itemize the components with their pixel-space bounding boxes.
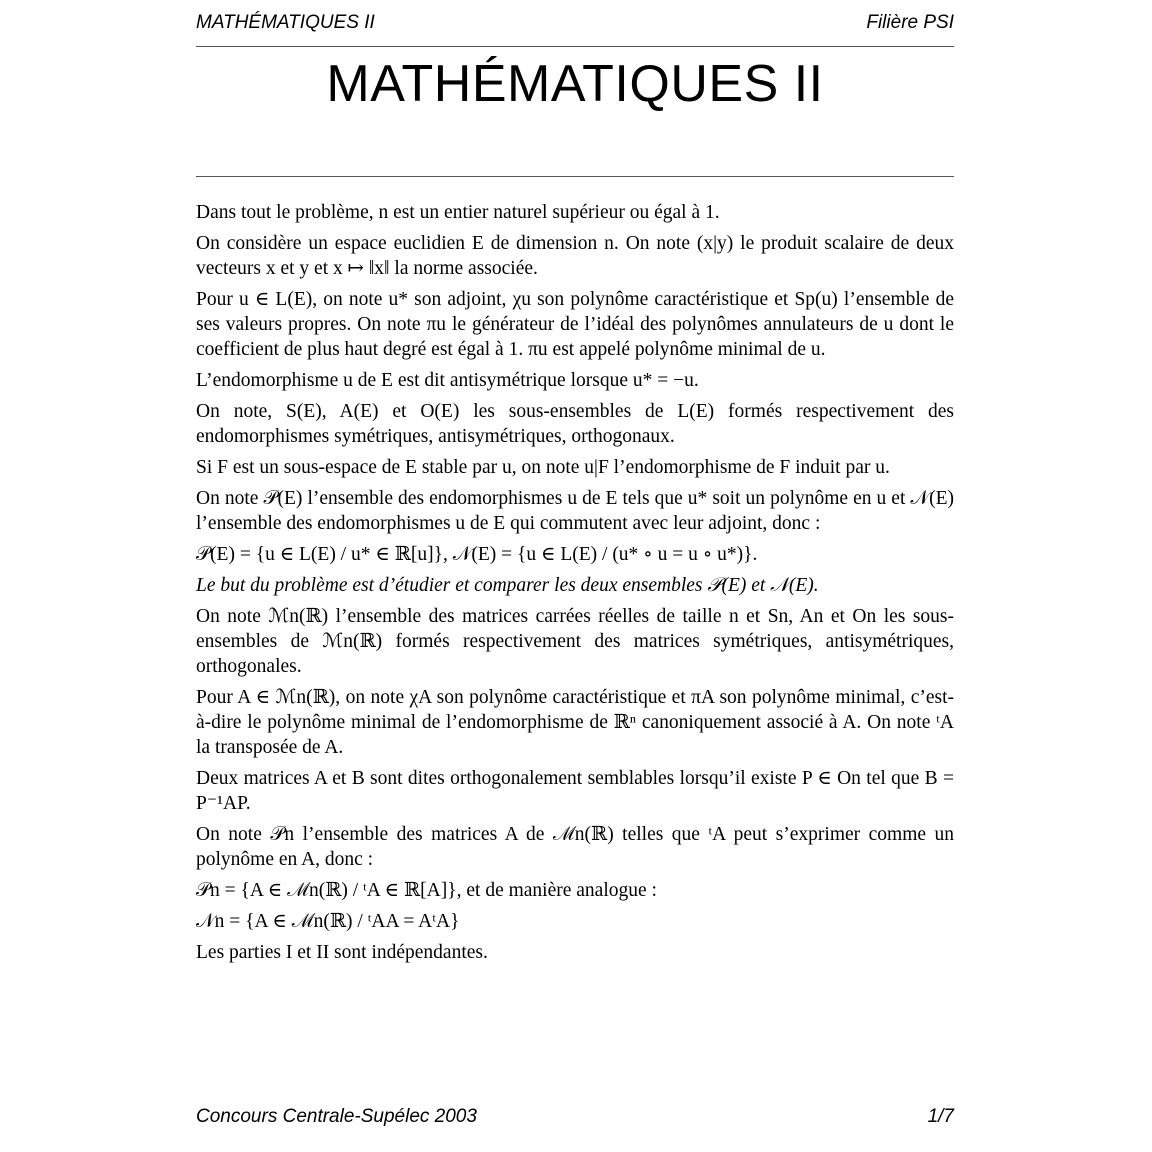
paragraph-pn-definition: On note 𝒫n l’ensemble des matrices A de ℳn(ℝ) telles que ᵗA peut s’exprimer comme un polynôme en A, donc : — [196, 824, 954, 870]
title-divider — [196, 176, 954, 177]
paragraph-subsets: On note, S(E), A(E) et O(E) les sous-ensembles de L(E) formés respectivement des endomorphismes symétriques, antisymétriques, orthogonaux. — [196, 401, 954, 447]
display-equation-pn: 𝒫n = {A ∈ ℳn(ℝ) / ᵗA ∈ ℝ[A]}, et de manière analogue : — [196, 880, 657, 901]
page-number: 1/7 — [927, 1106, 954, 1127]
paragraph-adjoint-minimal-polynomial: Pour u ∈ L(E), on note u* son adjoint, χu son polynôme caractéristique et Sp(u) l’ensemble de ses valeurs propres. On note πu le générateur de l’idéal des polynômes annulateurs de u dont le coefficient de plus haut degré est égal à 1. πu est appelé polynôme minimal de u. — [196, 289, 954, 360]
paragraph-p-n-sets: On note 𝒫(E) l’ensemble des endomorphismes u de E tels que u* soit un polynôme en u et 𝒩(E) l’ensemble des endomorphismes u de E qui commutent avec leur adjoint, donc : — [196, 488, 954, 534]
page-title: MATHÉMATIQUES II — [326, 55, 824, 113]
running-header — [196, 12, 954, 47]
paragraph-matrix-polynomials: Pour A ∈ ℳn(ℝ), on note χA son polynôme caractéristique et πA son polynôme minimal, c’est-à-dire le polynôme minimal de l’endomorphisme de ℝⁿ canoniquement associé à A. On note ᵗA la transposée de A. — [196, 687, 954, 758]
paragraph-goal: Le but du problème est d’étudier et comparer les deux ensembles 𝒫(E) et 𝒩(E). — [196, 575, 819, 596]
paragraph-matrices: On note ℳn(ℝ) l’ensemble des matrices carrées réelles de taille n et Sn, An et On les sous-ensembles de ℳn(ℝ) formés respectivement des matrices symétriques, antisymétriques, orthogonales. — [196, 606, 954, 677]
paragraph-n-definition: Dans tout le problème, n est un entier naturel supérieur ou égal à 1. — [196, 202, 720, 223]
header-subject: MATHÉMATIQUES II — [196, 12, 375, 33]
footer-contest: Concours Centrale-Supélec 2003 — [196, 1106, 477, 1127]
paragraph-induced-endomorphism: Si F est un sous-espace de E stable par u, on note u|F l’endomorphisme de F induit par u. — [196, 457, 890, 478]
header-track: Filière PSI — [866, 12, 954, 33]
paragraph-antisymmetric: L’endomorphisme u de E est dit antisymétrique lorsque u* = −u. — [196, 370, 699, 391]
display-equation-sets: 𝒫(E) = {u ∈ L(E) / u* ∈ ℝ[u]}, 𝒩(E) = {u ∈ L(E) / (u* ∘ u = u ∘ u*)}. — [196, 544, 758, 565]
paragraph-parts-independent: Les parties I et II sont indépendantes. — [196, 942, 488, 963]
display-equation-nn: 𝒩n = {A ∈ ℳn(ℝ) / ᵗAA = AᵗA} — [196, 911, 460, 932]
paragraph-euclidean-space: On considère un espace euclidien E de dimension n. On note (x|y) le produit scalaire de deux vecteurs x et y et x ↦ ‖x‖ la norme associée. — [196, 233, 954, 279]
problem-statement — [196, 200, 954, 971]
paragraph-orthogonally-similar: Deux matrices A et B sont dites orthogonalement semblables lorsqu’il existe P ∈ On tel que B = P⁻¹AP. — [196, 768, 954, 814]
